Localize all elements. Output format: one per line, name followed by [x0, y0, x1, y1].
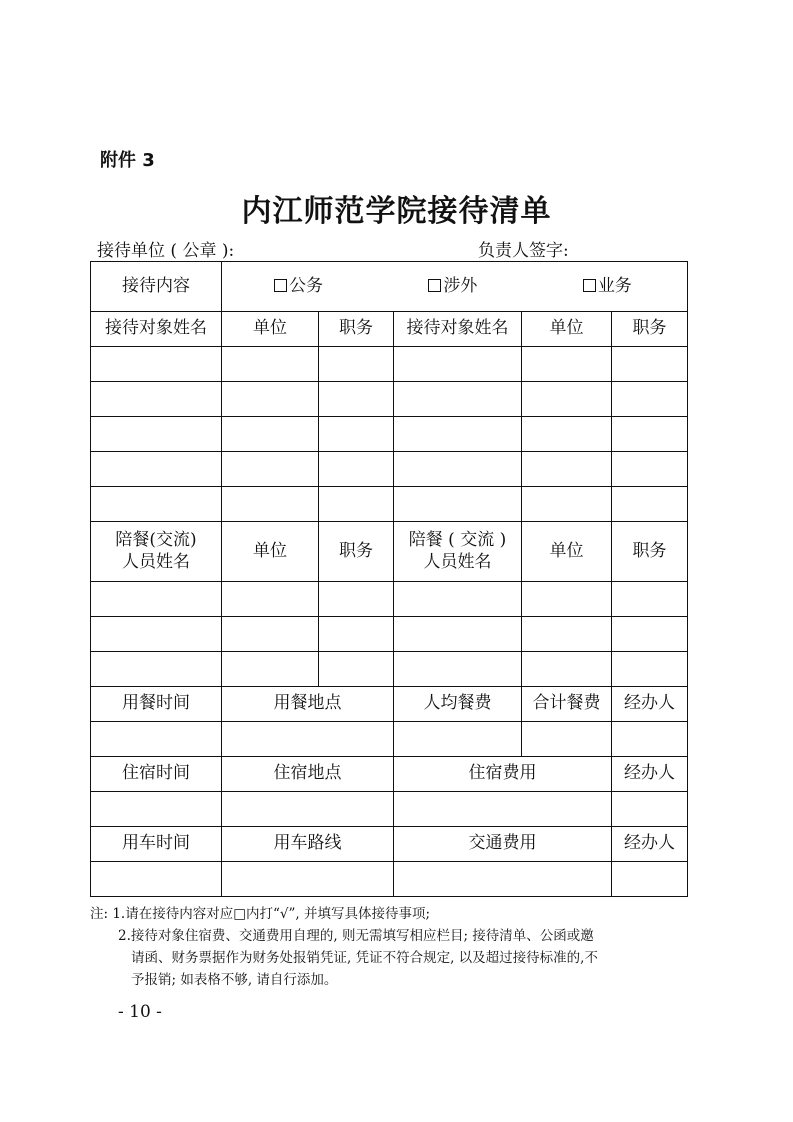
official-label: 公务 [289, 275, 323, 296]
guest-unit-header: 单位 [222, 312, 319, 347]
vehicle-route-header: 用车路线 [222, 827, 394, 862]
table-row [91, 617, 688, 652]
guest-name-header: 接待对象姓名 [91, 312, 222, 347]
cell[interactable] [522, 487, 612, 522]
lodging-handler-header: 经办人 [612, 757, 688, 792]
cell[interactable] [612, 617, 688, 652]
cell[interactable] [319, 452, 394, 487]
guest-position-header: 职务 [319, 312, 394, 347]
cell[interactable] [91, 652, 222, 687]
official-checkbox[interactable] [274, 279, 287, 292]
cell[interactable] [319, 617, 394, 652]
cell[interactable] [612, 792, 688, 827]
table-row [91, 862, 688, 897]
cell[interactable] [394, 382, 522, 417]
table-row [91, 792, 688, 827]
note-line-2: 2.接待对象住宿费、交通费用自理的, 则无需填写相应栏目; 接待清单、公函或邀 [118, 928, 594, 944]
cell[interactable] [91, 722, 222, 757]
cell[interactable] [91, 792, 222, 827]
companion-name-line1: 陪餐(交流) [115, 530, 197, 551]
meal-place-header: 用餐地点 [222, 687, 394, 722]
table-row [91, 722, 688, 757]
cell[interactable] [91, 862, 222, 897]
lodging-header-row [91, 757, 688, 792]
cell[interactable] [91, 487, 222, 522]
cell[interactable] [222, 722, 394, 757]
guest-unit-header-2: 单位 [522, 312, 612, 347]
content-options [222, 262, 688, 312]
vehicle-handler-header: 经办人 [612, 827, 688, 862]
cell[interactable] [522, 722, 612, 757]
meal-per-person-header: 人均餐费 [394, 687, 522, 722]
vehicle-header-row [91, 827, 688, 862]
option-business[interactable] [583, 276, 632, 297]
companion-name-2-line1: 陪餐 ( 交流 ) [408, 530, 507, 551]
reception-form-table [90, 261, 688, 897]
note-line-4: 予报销; 如表格不够, 请自行添加。 [131, 972, 338, 988]
cell[interactable] [222, 382, 319, 417]
attachment-label: 附件 3 [100, 150, 155, 171]
cell[interactable] [222, 862, 394, 897]
guests-header-row [91, 312, 688, 347]
companion-name-header [91, 522, 222, 582]
cell[interactable] [394, 417, 522, 452]
companion-name-line2: 人员姓名 [122, 551, 190, 572]
companions-header-row [91, 522, 688, 582]
foreign-checkbox[interactable] [428, 279, 441, 292]
content-row [91, 262, 688, 312]
companion-unit-header-2: 单位 [522, 522, 612, 582]
companion-name-2-line2: 人员姓名 [423, 551, 492, 572]
guest-position-header-2: 职务 [612, 312, 688, 347]
cell[interactable] [91, 347, 222, 382]
cell[interactable] [394, 617, 522, 652]
meal-time-header: 用餐时间 [91, 687, 222, 722]
table-row [91, 347, 688, 382]
table-row [91, 452, 688, 487]
cell[interactable] [522, 617, 612, 652]
cell[interactable] [394, 452, 522, 487]
cell[interactable] [222, 347, 319, 382]
table-row [91, 652, 688, 687]
cell[interactable] [612, 487, 688, 522]
cell[interactable] [612, 417, 688, 452]
cell[interactable] [612, 582, 688, 617]
cell[interactable] [522, 582, 612, 617]
business-label: 业务 [597, 275, 632, 296]
cell[interactable] [91, 617, 222, 652]
option-foreign[interactable] [428, 276, 477, 297]
lodging-time-header: 住宿时间 [91, 757, 222, 792]
foreign-label: 涉外 [443, 275, 478, 296]
cell[interactable] [222, 617, 319, 652]
table-row [91, 487, 688, 522]
companion-name-header-2 [394, 522, 522, 582]
cell[interactable] [222, 487, 319, 522]
cell[interactable] [319, 417, 394, 452]
cell[interactable] [612, 652, 688, 687]
cell[interactable] [522, 417, 612, 452]
guest-name-header-2: 接待对象姓名 [394, 312, 522, 347]
cell[interactable] [522, 347, 612, 382]
meal-total-header: 合计餐费 [522, 687, 612, 722]
cell[interactable] [91, 417, 222, 452]
option-official[interactable] [274, 276, 323, 297]
companion-unit-header: 单位 [222, 522, 319, 582]
lodging-place-header: 住宿地点 [222, 757, 394, 792]
meal-handler-header: 经办人 [612, 687, 688, 722]
cell[interactable] [91, 452, 222, 487]
cell[interactable] [222, 652, 319, 687]
cell[interactable] [394, 792, 612, 827]
cell[interactable] [522, 652, 612, 687]
page-number: - 10 - [118, 1002, 162, 1022]
cell[interactable] [319, 347, 394, 382]
cell[interactable] [612, 347, 688, 382]
table-row [91, 382, 688, 417]
cell[interactable] [319, 487, 394, 522]
cell[interactable] [222, 582, 319, 617]
cell[interactable] [612, 862, 688, 897]
cell[interactable] [522, 452, 612, 487]
cell[interactable] [522, 382, 612, 417]
cell[interactable] [319, 652, 394, 687]
notes [90, 903, 700, 991]
cell[interactable] [394, 347, 522, 382]
companion-position-header-2: 职务 [612, 522, 688, 582]
cell[interactable] [394, 722, 522, 757]
cell[interactable] [612, 722, 688, 757]
signature-label: 负责人签字: [478, 241, 569, 261]
cell[interactable] [612, 452, 688, 487]
cell[interactable] [394, 652, 522, 687]
cell[interactable] [394, 582, 522, 617]
companion-position-header: 职务 [319, 522, 394, 582]
cell[interactable] [222, 452, 319, 487]
note-line-3: 请函、财务票据作为财务处报销凭证, 凭证不符合规定, 以及超过接待标准的,不 [131, 950, 598, 966]
cell[interactable] [394, 862, 612, 897]
content-label: 接待内容 [91, 262, 222, 312]
cell[interactable] [319, 582, 394, 617]
vehicle-time-header: 用车时间 [91, 827, 222, 862]
cell[interactable] [91, 582, 222, 617]
cell[interactable] [319, 382, 394, 417]
cell[interactable] [394, 487, 522, 522]
cell[interactable] [222, 792, 394, 827]
vehicle-cost-header: 交通费用 [394, 827, 612, 862]
cell[interactable] [612, 382, 688, 417]
page-title: 内江师范学院接待清单 [241, 194, 552, 229]
reception-unit-label: 接待单位 ( 公章 ): [97, 241, 235, 261]
cell[interactable] [222, 417, 319, 452]
table-row [91, 582, 688, 617]
business-checkbox[interactable] [583, 279, 596, 292]
note-line-1: 注: 1.请在接待内容对应□内打“√”, 并填写具体接待事项; [90, 906, 431, 922]
table-row [91, 417, 688, 452]
meal-header-row [91, 687, 688, 722]
lodging-cost-header: 住宿费用 [394, 757, 612, 792]
cell[interactable] [91, 382, 222, 417]
